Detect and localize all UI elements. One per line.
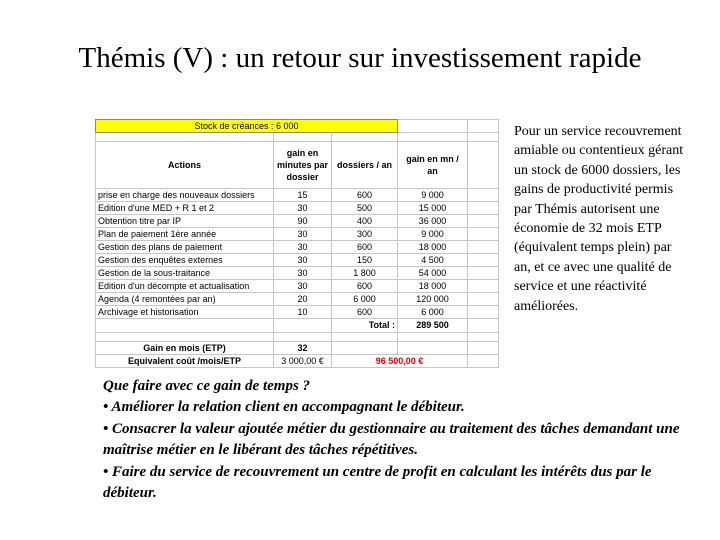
row-total: 18 000 [398, 241, 468, 254]
row-dossiers: 600 [332, 280, 398, 293]
row-total: 54 000 [398, 267, 468, 280]
bullet-item: • Consacrer la valeur ajoutée métier du gestionnaire au traitement des tâches demandant une maîtrise métier en le libérant des tâches répétitives. [103, 420, 680, 459]
total-label: Total : [332, 319, 398, 333]
row-dossiers: 500 [332, 202, 398, 215]
row-action: Edition d'une MED + R 1 et 2 [96, 202, 274, 215]
stock-cell [96, 120, 398, 133]
row-gain: 30 [274, 267, 332, 280]
row-action: Gestion des enquêtes externes [96, 254, 274, 267]
row-action: prise en charge des nouveaux dossiers [96, 189, 274, 202]
bullet-item: • Faire du service de recouvrement un centre de profit en calculant les intérêts dus par le débiteur. [103, 463, 652, 502]
gain-mois-row [96, 342, 499, 355]
row-dossiers: 400 [332, 215, 398, 228]
table-row [96, 280, 499, 293]
row-dossiers: 600 [332, 189, 398, 202]
row-total: 15 000 [398, 202, 468, 215]
table-row [96, 241, 499, 254]
table-row [96, 189, 499, 202]
row-dossiers: 1 800 [332, 267, 398, 280]
slide-title: Thémis (V) : un retour sur investissement rapide [78, 42, 642, 74]
header-gain-mn-an: gain en mn / an [398, 142, 468, 189]
row-dossiers: 150 [332, 254, 398, 267]
gain-mois-label: Gain en mois (ETP) [96, 342, 274, 355]
row-dossiers: 600 [332, 306, 398, 319]
row-action: Gestion de la sous-traitance [96, 267, 274, 280]
row-action: Edition d'un décompte et actualisation [96, 280, 274, 293]
table-row [96, 306, 499, 319]
row-total: 4 500 [398, 254, 468, 267]
table-row [96, 215, 499, 228]
row-action: Gestion des plans de paiement [96, 241, 274, 254]
table-row [96, 267, 499, 280]
table-row [96, 228, 499, 241]
row-action: Plan de paiement 1ère année [96, 228, 274, 241]
row-action: Archivage et historisation [96, 306, 274, 319]
side-description: Pour un service recouvrement amiable ou contentieux gérant un stock de 6000 dossiers, les gains de productivité permis par Thémis autorisent une économie de 32 mois ETP (équivalent temps plein) par an, et ce avec une qualité de service et une réactivité améliorées. [514, 124, 684, 314]
equiv-row [96, 355, 499, 368]
row-action: Obtention titre par IP [96, 215, 274, 228]
equiv-label: Equivalent coût /mois/ETP [96, 355, 274, 368]
row-total: 9 000 [398, 189, 468, 202]
row-gain: 30 [274, 241, 332, 254]
row-total: 18 000 [398, 280, 468, 293]
gain-mois-value: 32 [274, 342, 332, 355]
row-gain: 30 [274, 202, 332, 215]
table-row [96, 254, 499, 267]
stock-value: 6 000 [276, 120, 299, 131]
row-total: 120 000 [398, 293, 468, 306]
row-gain: 20 [274, 293, 332, 306]
total-value: 289 500 [398, 319, 468, 333]
gains-table [95, 119, 499, 368]
table-header [96, 142, 499, 189]
row-total: 9 000 [398, 228, 468, 241]
header-gain-minutes: gain en minutes par dossier [274, 142, 332, 189]
row-gain: 10 [274, 306, 332, 319]
row-gain: 15 [274, 189, 332, 202]
table-row [96, 202, 499, 215]
equiv-total: 96 500,00 € [332, 355, 468, 368]
row-dossiers: 600 [332, 241, 398, 254]
row-total: 6 000 [398, 306, 468, 319]
question-heading: Que faire avec ce gain de temps ? [103, 378, 311, 394]
stock-row [96, 120, 499, 133]
bullet-item: • Améliorer la relation client en accompagnant le débiteur. [103, 399, 465, 416]
equiv-value: 3 000,00 € [274, 355, 332, 368]
stock-label: Stock de créances : [194, 120, 274, 131]
header-dossiers-an: dossiers / an [332, 142, 398, 189]
row-gain: 30 [274, 254, 332, 267]
bottom-text [103, 376, 703, 504]
row-dossiers: 300 [332, 228, 398, 241]
row-gain: 90 [274, 215, 332, 228]
row-gain: 30 [274, 280, 332, 293]
total-row [96, 319, 499, 333]
row-action: Agenda (4 remontées par an) [96, 293, 274, 306]
table-row [96, 293, 499, 306]
row-gain: 30 [274, 228, 332, 241]
row-dossiers: 6 000 [332, 293, 398, 306]
header-actions: Actions [96, 142, 274, 189]
row-total: 36 000 [398, 215, 468, 228]
